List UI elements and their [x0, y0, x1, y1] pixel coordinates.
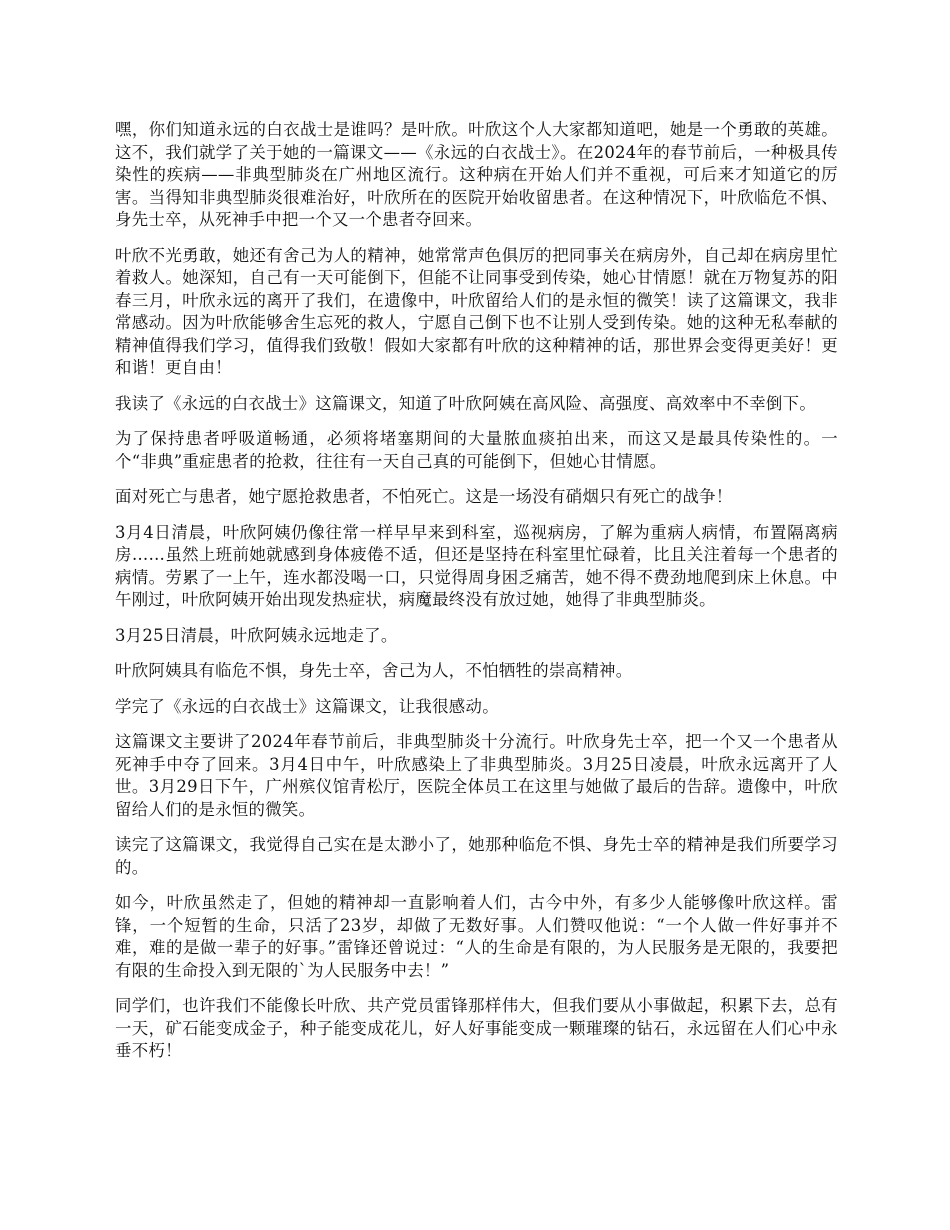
paragraph-13: 同学们，也许我们不能像长叶欣、共产党员雷锋那样伟大，但我们要从小事做起，积累下去，总有一天，矿石能变成金子，种子能变成花儿，好人好事能变成一颗璀璨的钻石，永远留在人们心中永垂不朽！ — [115, 996, 838, 1060]
paragraph-9: 学完了《永远的白衣战士》这篇课文，让我很感动。 — [115, 696, 499, 716]
document-body — [115, 119, 838, 1076]
paragraph-4: 为了保持患者呼吸道畅通，必须将堵塞期间的大量脓血痰拍出来，而这又是最具传染性的。一个“非典”重症患者的抢救，往往有一天自己真的可能倒下，但她心甘情愿。 — [115, 429, 838, 471]
paragraph-5: 面对死亡与患者，她宁愿抢救患者，不怕死亡。这是一场没有硝烟只有死亡的战争！ — [115, 487, 733, 506]
paragraph-10: 这篇课文主要讲了2024年春节前后，非典型肺炎十分流行。叶欣身先士卒，把一个又一个患者从死神手中夺了回来。3月4日中午，叶欣感染上了非典型肺炎。3月25日凌晨，叶欣永远离开了人世。3月29日下午，广州殡仪馆青松厅，医院全体员工在这里与她做了最后的告辞。遗像中，叶欣留给人们的是永恒的微笑。 — [115, 732, 838, 819]
paragraph-11: 读完了这篇课文，我觉得自己实在是太渺小了，她那种临危不惧、身先士卒的精神是我们所要学习的。 — [115, 835, 838, 877]
paragraph-7: 3月25日清晨，叶欣阿姨永远地走了。 — [115, 625, 398, 645]
paragraph-12: 如今，叶欣虽然走了，但她的精神却一直影响着人们，古今中外，有多少人能够像叶欣这样。雷锋，一个短暂的生命，只活了23岁，却做了无数好事。人们赞叹他说：“一个人做一件好事并不难，难的是做一辈子的好事。”雷锋还曾说过：“人的生命是有限的，为人民服务是无限的，我要把有限的生命投入到无限的`为人民服务中去！” — [115, 893, 838, 980]
paragraph-8: 叶欣阿姨具有临危不惧，身先士卒，舍己为人，不怕牺牲的崇高精神。 — [115, 661, 633, 680]
paragraph-6: 3月4日清晨，叶欣阿姨仍像往常一样早早来到科室，巡视病房，了解为重病人病情，布置隔离病房……虽然上班前她就感到身体疲倦不适，但还是坚持在科室里忙碌着，比且关注着每一个患者的病情。劳累了一上午，连水都没喝一口，只觉得周身困乏痛苦，她不得不费劲地爬到床上休息。中午刚过，叶欣阿姨开始出现发热症状，病魔最终没有放过她，她得了非典型肺炎。 — [115, 522, 838, 609]
paragraph-2: 叶欣不光勇敢，她还有舍己为人的精神，她常常声色俱厉的把同事关在病房外，自己却在病房里忙着救人。她深知，自己有一天可能倒下，但能不让同事受到传染，她心甘情愿！就在万物复苏的阳春三月，叶欣永远的离开了我们，在遗像中，叶欣留给人们的是永恒的微笑！读了这篇课文，我非常感动。因为叶欣能够舍生忘死的救人，宁愿自己倒下也不让别人受到传染。她的这种无私奉献的精神值得我们学习，值得我们致敬！假如大家都有叶欣的这种精神的话，那世界会变得更美好！更和谐！更自由！ — [115, 245, 838, 377]
paragraph-3: 我读了《永远的白衣战士》这篇课文，知道了叶欣阿姨在高风险、高强度、高效率中不幸倒下。 — [115, 393, 817, 413]
paragraph-1: 嘿，你们知道永远的白衣战士是谁吗？是叶欣。叶欣这个人大家都知道吧，她是一个勇敢的英雄。这不，我们就学了关于她的一篇课文——《永远的白衣战士》。在2024年的春节前后，一种极具传染性的疾病——非典型肺炎在广州地区流行。这种病在开始人们并不重视，可后来才知道它的厉害。当得知非典型肺炎很难治好，叶欣所在的医院开始收留患者。在这种情况下，叶欣临危不惧、身先士卒，从死神手中把一个又一个患者夺回来。 — [115, 120, 838, 229]
